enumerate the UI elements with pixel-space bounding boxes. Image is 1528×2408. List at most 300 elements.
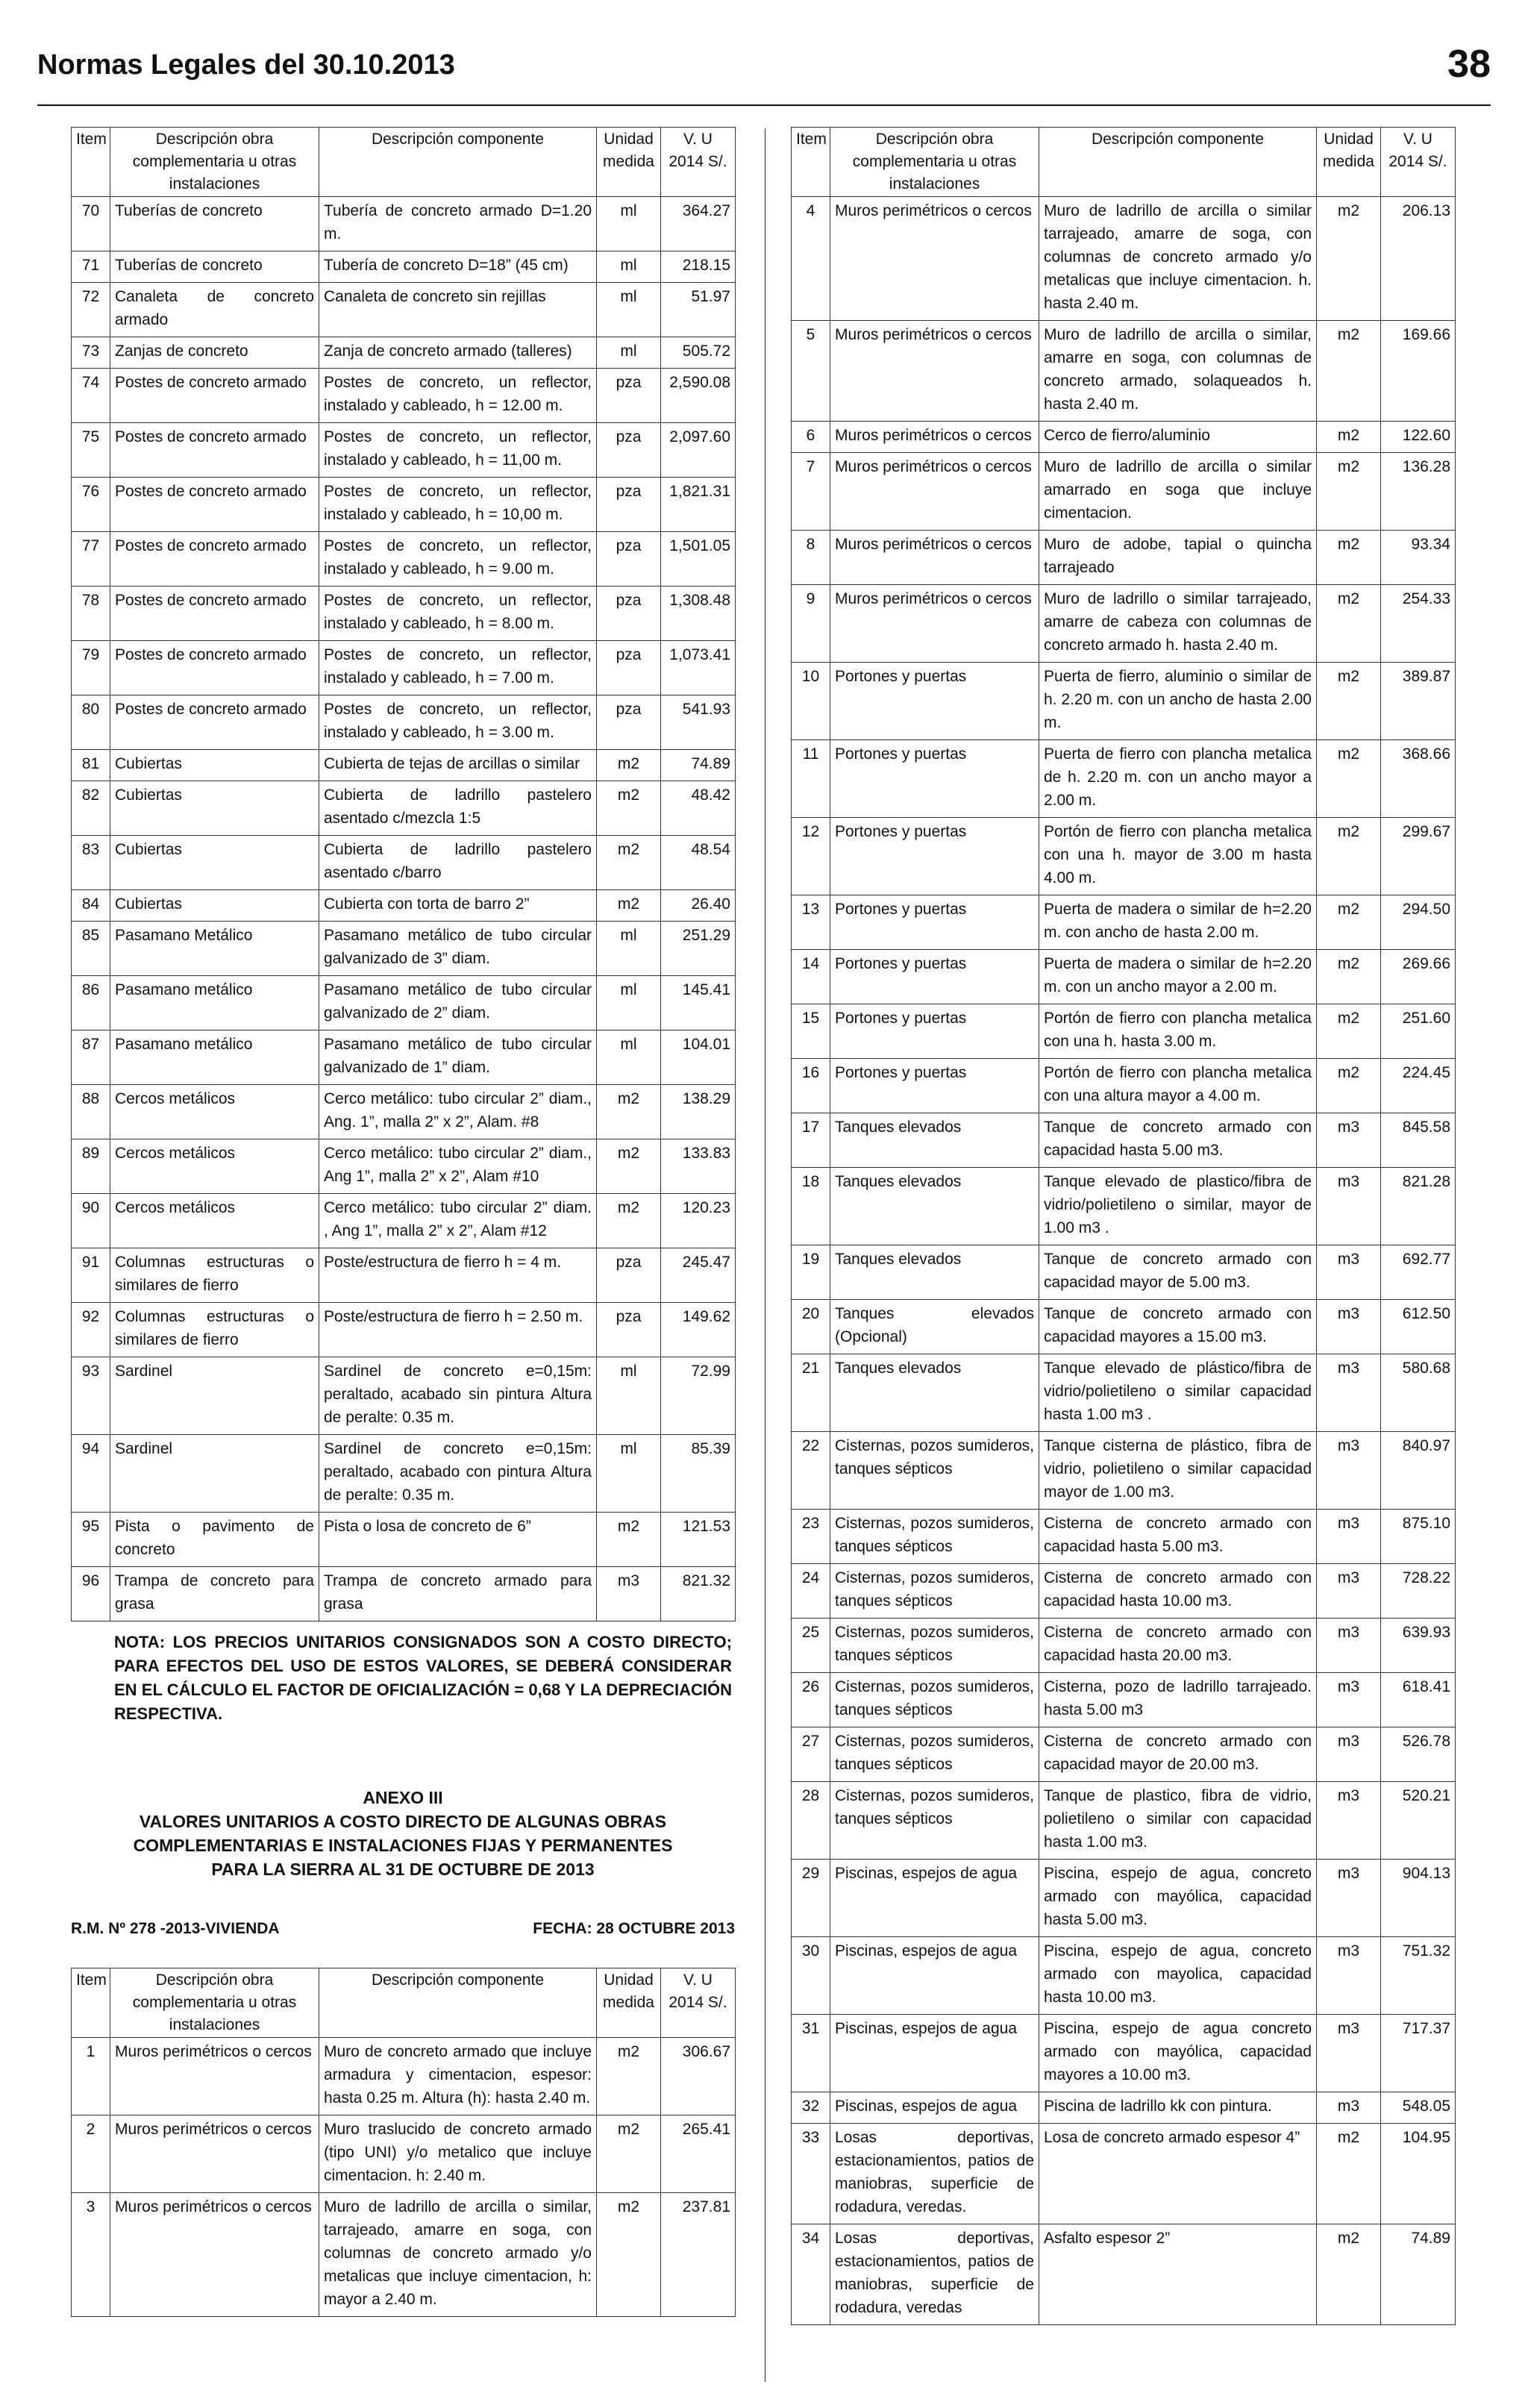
table-row [792,2092,1456,2124]
unit-value: 639.93 [1381,1619,1456,1673]
table-row [72,1139,736,1194]
header-item: Item [72,128,110,197]
component-description: Cisterna de concreto armado con capacidad hasta 5.00 m3. [1039,1510,1317,1564]
annex-subtitle-line-2: COMPLEMENTARIAS E INSTALACIONES FIJAS Y PERMANENTES [133,1836,673,1855]
unit-value: 364.27 [661,197,736,251]
table-row [72,587,736,641]
item-number: 72 [72,283,110,337]
header-obra: Descripción obra complementaria u otras instalaciones [830,128,1039,197]
component-description: Cubierta de ladrillo pastelero asentado c/barro [319,836,597,890]
component-description: Losa de concreto armado espesor 4” [1039,2124,1317,2224]
unit-value: 218.15 [661,251,736,283]
unit-value: 548.05 [1381,2092,1456,2124]
unit-measure: m3 [1317,1245,1381,1300]
unit-value: 136.28 [1381,453,1456,531]
unit-value: 520.21 [1381,1782,1456,1860]
component-description: Cisterna, pozo de ladrillo tarrajeado. hasta 5.00 m3 [1039,1673,1317,1727]
unit-measure: m2 [597,1085,661,1139]
header-componente: Descripción componente [319,128,597,197]
header-item: Item [792,128,830,197]
right-column [791,127,1455,2325]
table-row [72,1567,736,1622]
item-number: 11 [792,740,830,818]
unit-value: 1,308.48 [661,587,736,641]
page-header [37,30,1491,104]
unit-measure: ml [597,976,661,1031]
table-row [792,453,1456,531]
unit-measure: m2 [597,2115,661,2193]
component-description: Postes de concreto, un reflector, instalado y cableado, h = 11,00 m. [319,423,597,478]
table-row [72,1085,736,1139]
table-row [72,423,736,478]
unit-value: 120.23 [661,1194,736,1248]
obra-description: Portones y puertas [830,895,1039,950]
unit-value: 821.28 [1381,1168,1456,1245]
item-number: 3 [72,2193,110,2317]
unit-measure: ml [597,922,661,976]
unit-value: 1,821.31 [661,478,736,532]
table-row [72,478,736,532]
component-description: Cubierta de ladrillo pastelero asentado c/mezcla 1:5 [319,781,597,836]
sierra-table-part-2 [791,127,1456,2325]
unit-measure: m3 [1317,1354,1381,1432]
table-row [792,2124,1456,2224]
component-description: Cisterna de concreto armado con capacidad hasta 20.00 m3. [1039,1619,1317,1673]
table-row [792,663,1456,740]
table-row [792,740,1456,818]
table-row [792,1354,1456,1432]
unit-value: 206.13 [1381,197,1456,321]
table-row [792,585,1456,663]
item-number: 33 [792,2124,830,2224]
unit-value: 169.66 [1381,321,1456,422]
unit-measure: m2 [597,836,661,890]
unit-measure: m3 [1317,2015,1381,2092]
component-description: Tanque de plastico, fibra de vidrio, polietileno o similar con capacidad hasta 1.00 m3. [1039,1782,1317,1860]
item-number: 87 [72,1031,110,1085]
item-number: 73 [72,337,110,369]
table-row [72,337,736,369]
item-number: 71 [72,251,110,283]
obra-description: Muros perimétricos o cercos [110,2193,319,2317]
unit-measure: pza [597,695,661,750]
unit-measure: m2 [1317,1059,1381,1113]
item-number: 95 [72,1513,110,1567]
obra-description: Pista o pavimento de concreto [110,1513,319,1567]
component-description: Portón de fierro con plancha metalica con una altura mayor a 4.00 m. [1039,1059,1317,1113]
item-number: 79 [72,641,110,695]
unit-value: 254.33 [1381,585,1456,663]
unit-value: 526.78 [1381,1727,1456,1782]
item-number: 21 [792,1354,830,1432]
unit-measure: m2 [1317,2124,1381,2224]
table-row [72,781,736,836]
header-valor: V. U 2014 S/. [661,1968,736,2038]
obra-description: Muros perimétricos o cercos [830,422,1039,453]
item-number: 22 [792,1432,830,1510]
table-row [792,1619,1456,1673]
component-description: Muro de ladrillo de arcilla o similar, tarrajeado, amarre en soga, con columnas de concreto armado y/o metalicas que incluye cimentacion, h: mayor a 2.40 m. [319,2193,597,2317]
table-row [72,922,736,976]
component-description: Cerco de fierro/aluminio [1039,422,1317,453]
unit-measure: m2 [1317,2224,1381,2325]
header-obra: Descripción obra complementaria u otras instalaciones [110,128,319,197]
obra-description: Cisternas, pozos sumideros, tanques sépticos [830,1510,1039,1564]
item-number: 8 [792,531,830,585]
unit-value: 93.34 [1381,531,1456,585]
header-unidad: Unidad medida [597,128,661,197]
unit-value: 845.58 [1381,1113,1456,1168]
item-number: 91 [72,1248,110,1303]
table-row [72,695,736,750]
component-description: Tanque cisterna de plástico, fibra de vidrio, polietileno o similar capacidad mayor de 1.00 m3. [1039,1432,1317,1510]
item-number: 2 [72,2115,110,2193]
unit-measure: m2 [1317,531,1381,585]
unit-measure: pza [597,1248,661,1303]
obra-description: Portones y puertas [830,950,1039,1004]
unit-measure: ml [597,1031,661,1085]
unit-value: 85.39 [661,1435,736,1513]
unit-value: 751.32 [1381,1937,1456,2015]
unit-measure: ml [597,283,661,337]
obra-description: Muros perimétricos o cercos [110,2115,319,2193]
unit-value: 74.89 [1381,2224,1456,2325]
obra-description: Muros perimétricos o cercos [830,321,1039,422]
item-number: 77 [72,532,110,587]
unit-measure: m2 [1317,740,1381,818]
item-number: 9 [792,585,830,663]
unit-measure: m3 [1317,1113,1381,1168]
obra-description: Zanjas de concreto [110,337,319,369]
component-description: Tanque de concreto armado con capacidad mayor de 5.00 m3. [1039,1245,1317,1300]
unit-measure: m3 [1317,1510,1381,1564]
unit-value: 26.40 [661,890,736,922]
obra-description: Sardinel [110,1357,319,1435]
unit-measure: pza [597,369,661,423]
component-description: Pista o losa de concreto de 6” [319,1513,597,1567]
obra-description: Tanques elevados [830,1113,1039,1168]
unit-value: 618.41 [1381,1673,1456,1727]
item-number: 74 [72,369,110,423]
unit-value: 299.67 [1381,818,1456,895]
component-description: Asfalto espesor 2” [1039,2224,1317,2325]
unit-value: 48.54 [661,836,736,890]
unit-value: 251.29 [661,922,736,976]
unit-value: 692.77 [1381,1245,1456,1300]
unit-measure: m3 [1317,1937,1381,2015]
table-row [72,2193,736,2317]
item-number: 88 [72,1085,110,1139]
unit-measure: m3 [1317,1168,1381,1245]
item-number: 31 [792,2015,830,2092]
header-item: Item [72,1968,110,2038]
obra-description: Canaleta de concreto armado [110,283,319,337]
unit-value: 251.60 [1381,1004,1456,1059]
unit-measure: m2 [1317,895,1381,950]
obra-description: Postes de concreto armado [110,532,319,587]
component-description: Canaleta de concreto sin rejillas [319,283,597,337]
component-description: Portón de fierro con plancha metalica con una h. mayor de 3.00 m hasta 4.00 m. [1039,818,1317,895]
unit-value: 389.87 [1381,663,1456,740]
unit-measure: m3 [1317,2092,1381,2124]
obra-description: Piscinas, espejos de agua [830,2092,1039,2124]
item-number: 78 [72,587,110,641]
annex-heading [71,1786,735,1881]
unit-value: 1,073.41 [661,641,736,695]
publication-title: Normas Legales del 30.10.2013 [37,49,455,81]
header-rule [37,104,1491,106]
component-description: Tanque de concreto armado con capacidad hasta 5.00 m3. [1039,1113,1317,1168]
unit-measure: m2 [1317,321,1381,422]
obra-description: Tanques elevados (Opcional) [830,1300,1039,1354]
unit-measure: pza [597,478,661,532]
item-number: 76 [72,478,110,532]
table-row [792,1300,1456,1354]
component-description: Portón de fierro con plancha metalica con una h. hasta 3.00 m. [1039,1004,1317,1059]
table-row [72,251,736,283]
unit-value: 541.93 [661,695,736,750]
component-description: Poste/estructura de fierro h = 2.50 m. [319,1303,597,1357]
component-description: Piscina, espejo de agua, concreto armado con mayolica, capacidad hasta 10.00 m3. [1039,1937,1317,2015]
unit-value: 48.42 [661,781,736,836]
component-description: Postes de concreto, un reflector, instalado y cableado, h = 10,00 m. [319,478,597,532]
obra-description: Muros perimétricos o cercos [830,585,1039,663]
unit-measure: ml [597,251,661,283]
unit-measure: m3 [1317,1300,1381,1354]
item-number: 27 [792,1727,830,1782]
obra-description: Postes de concreto armado [110,423,319,478]
unit-value: 237.81 [661,2193,736,2317]
obra-description: Cercos metálicos [110,1085,319,1139]
unit-measure: m2 [597,2038,661,2115]
table-row [72,1513,736,1567]
table-row [792,1113,1456,1168]
table-row [792,531,1456,585]
obra-description: Losas deportivas, estacionamientos, patios de maniobras, superficie de rodadura, veredas. [830,2124,1039,2224]
table-row [792,1510,1456,1564]
component-description: Muro traslucido de concreto armado (tipo UNI) y/o metalico que incluye cimentacion. h: 2.40 m. [319,2115,597,2193]
obra-description: Cercos metálicos [110,1194,319,1248]
obra-description: Piscinas, espejos de agua [830,2015,1039,2092]
component-description: Muro de adobe, tapial o quincha tarrajeado [1039,531,1317,585]
table-row [72,1357,736,1435]
table-header-row [792,128,1456,197]
obra-description: Trampa de concreto para grasa [110,1567,319,1622]
obra-description: Columnas estructuras o similares de fierro [110,1248,319,1303]
item-number: 24 [792,1564,830,1619]
unit-value: 145.41 [661,976,736,1031]
unit-measure: m3 [1317,1619,1381,1673]
unit-measure: m3 [1317,1432,1381,1510]
unit-value: 149.62 [661,1303,736,1357]
unit-measure: m2 [597,1513,661,1567]
header-obra: Descripción obra complementaria u otras instalaciones [110,1968,319,2038]
table-row [792,1727,1456,1782]
table-row [792,1860,1456,1937]
unit-value: 728.22 [1381,1564,1456,1619]
table-row [72,369,736,423]
table-row [792,1673,1456,1727]
component-description: Puerta de madera o similar de h=2.20 m. con ancho de hasta 2.00 m. [1039,895,1317,950]
unit-measure: m2 [1317,197,1381,321]
component-description: Postes de concreto, un reflector, instalado y cableado, h = 3.00 m. [319,695,597,750]
table-row [72,2038,736,2115]
item-number: 26 [792,1673,830,1727]
obra-description: Cisternas, pozos sumideros, tanques sépticos [830,1673,1039,1727]
component-description: Piscina de ladrillo kk con pintura. [1039,2092,1317,2124]
item-number: 83 [72,836,110,890]
component-description: Sardinel de concreto e=0,15m: peraltado, acabado con pintura Altura de peralte: 0.35 m. [319,1435,597,1513]
annex-subtitle-line-1: VALORES UNITARIOS A COSTO DIRECTO DE ALGUNAS OBRAS [139,1812,667,1831]
table-row [792,950,1456,1004]
item-number: 10 [792,663,830,740]
item-number: 93 [72,1357,110,1435]
unit-value: 2,590.08 [661,369,736,423]
obra-description: Portones y puertas [830,1059,1039,1113]
component-description: Piscina, espejo de agua concreto armado con mayólica, capacidad mayores a 10.00 m3. [1039,2015,1317,2092]
obra-description: Muros perimétricos o cercos [110,2038,319,2115]
table-row [792,1564,1456,1619]
unit-value: 2,097.60 [661,423,736,478]
obra-description: Tanques elevados [830,1168,1039,1245]
item-number: 32 [792,2092,830,2124]
unit-measure: m3 [1317,1727,1381,1782]
table-row [792,1168,1456,1245]
unit-measure: pza [597,587,661,641]
sierra-table-part-1 [71,1968,736,2317]
unit-value: 51.97 [661,283,736,337]
unit-measure: m3 [1317,1564,1381,1619]
table-row [72,641,736,695]
obra-description: Portones y puertas [830,663,1039,740]
item-number: 12 [792,818,830,895]
obra-description: Postes de concreto armado [110,641,319,695]
table-row [72,976,736,1031]
item-number: 29 [792,1860,830,1937]
component-description: Tubería de concreto D=18” (45 cm) [319,251,597,283]
obra-description: Postes de concreto armado [110,587,319,641]
component-description: Postes de concreto, un reflector, instalado y cableado, h = 12.00 m. [319,369,597,423]
unit-value: 265.41 [661,2115,736,2193]
unit-measure: pza [597,423,661,478]
component-description: Muro de ladrillo o similar tarrajeado, amarre de cabeza con columnas de concreto armado h. hasta 2.40 m. [1039,585,1317,663]
component-description: Trampa de concreto armado para grasa [319,1567,597,1622]
table-row [792,197,1456,321]
obra-description: Cubiertas [110,750,319,781]
unit-value: 875.10 [1381,1510,1456,1564]
component-description: Cisterna de concreto armado con capacidad mayor de 20.00 m3. [1039,1727,1317,1782]
obra-description: Muros perimétricos o cercos [830,197,1039,321]
unit-measure: pza [597,1303,661,1357]
item-number: 25 [792,1619,830,1673]
component-description: Poste/estructura de fierro h = 4 m. [319,1248,597,1303]
component-description: Cerco metálico: tubo circular 2” diam., Ang. 1”, malla 2” x 2”, Alam. #8 [319,1085,597,1139]
table-row [72,197,736,251]
unit-value: 717.37 [1381,2015,1456,2092]
header-unidad: Unidad medida [1317,128,1381,197]
component-description: Cerco metálico: tubo circular 2” diam., Ang 1”, malla 2” x 2”, Alam #10 [319,1139,597,1194]
component-description: Tanque elevado de plastico/fibra de vidrio/polietileno o similar, mayor de 1.00 m3 . [1039,1168,1317,1245]
obra-description: Postes de concreto armado [110,695,319,750]
obra-description: Tuberías de concreto [110,251,319,283]
obra-description: Pasamano metálico [110,1031,319,1085]
annex-subtitle-line-3: PARA LA SIERRA AL 31 DE OCTUBRE DE 2013 [211,1860,595,1879]
component-description: Puerta de madera o similar de h=2.20 m. con un ancho mayor a 2.00 m. [1039,950,1317,1004]
item-number: 16 [792,1059,830,1113]
component-description: Cisterna de concreto armado con capacidad hasta 10.00 m3. [1039,1564,1317,1619]
item-number: 7 [792,453,830,531]
table-header-row [72,128,736,197]
item-number: 4 [792,197,830,321]
table-row [792,2015,1456,2092]
obra-description: Losas deportivas, estacionamientos, patios de maniobras, superficie de rodadura, veredas [830,2224,1039,2325]
unit-value: 138.29 [661,1085,736,1139]
header-valor: V. U 2014 S/. [661,128,736,197]
unit-value: 821.32 [661,1567,736,1622]
table-row [72,1194,736,1248]
obra-description: Cercos metálicos [110,1139,319,1194]
table-row [792,895,1456,950]
unit-value: 368.66 [1381,740,1456,818]
item-number: 80 [72,695,110,750]
component-description: Muro de ladrillo de arcilla o similar, amarre en soga, con columnas de concreto armado, solaqueados h. hasta 2.40 m. [1039,321,1317,422]
table-row [792,1432,1456,1510]
obra-description: Portones y puertas [830,740,1039,818]
obra-description: Pasamano Metálico [110,922,319,976]
item-number: 17 [792,1113,830,1168]
unit-measure: pza [597,641,661,695]
unit-measure: m2 [1317,663,1381,740]
obra-description: Tuberías de concreto [110,197,319,251]
header-componente: Descripción componente [319,1968,597,2038]
component-description: Puerta de fierro, aluminio o similar de h. 2.20 m. con un ancho de hasta 2.00 m. [1039,663,1317,740]
unit-measure: m3 [1317,1860,1381,1937]
obra-description: Cisternas, pozos sumideros, tanques sépticos [830,1619,1039,1673]
obra-description: Cubiertas [110,836,319,890]
obra-description: Cubiertas [110,781,319,836]
component-description: Puerta de fierro con plancha metalica de h. 2.20 m. con un ancho mayor a 2.00 m. [1039,740,1317,818]
unit-measure: m3 [1317,1673,1381,1727]
component-description: Tubería de concreto armado D=1.20 m. [319,197,597,251]
item-number: 6 [792,422,830,453]
item-number: 23 [792,1510,830,1564]
page-number: 38 [1447,43,1491,86]
unit-measure: m2 [597,1194,661,1248]
resolution-number: R.M. Nº 278 -2013-VIVIENDA [71,1920,280,1937]
unit-measure: ml [597,1357,661,1435]
item-number: 34 [792,2224,830,2325]
obra-description: Cubiertas [110,890,319,922]
item-number: 89 [72,1139,110,1194]
item-number: 82 [72,781,110,836]
component-description: Postes de concreto, un reflector, instalado y cableado, h = 9.00 m. [319,532,597,587]
unit-value: 104.01 [661,1031,736,1085]
obra-description: Pasamano metálico [110,976,319,1031]
table-header-row [72,1968,736,2038]
table-row [792,321,1456,422]
item-number: 70 [72,197,110,251]
item-number: 96 [72,1567,110,1622]
component-description: Tanque de concreto armado con capacidad mayores a 15.00 m3. [1039,1300,1317,1354]
item-number: 92 [72,1303,110,1357]
component-description: Cubierta de tejas de arcillas o similar [319,750,597,781]
component-description: Muro de ladrillo de arcilla o similar amarrado en soga que incluye cimentacion. [1039,453,1317,531]
unit-measure: ml [597,1435,661,1513]
table-row [72,1031,736,1085]
obra-description: Postes de concreto armado [110,478,319,532]
obra-description: Cisternas, pozos sumideros, tanques sépticos [830,1432,1039,1510]
left-column [71,127,735,2317]
